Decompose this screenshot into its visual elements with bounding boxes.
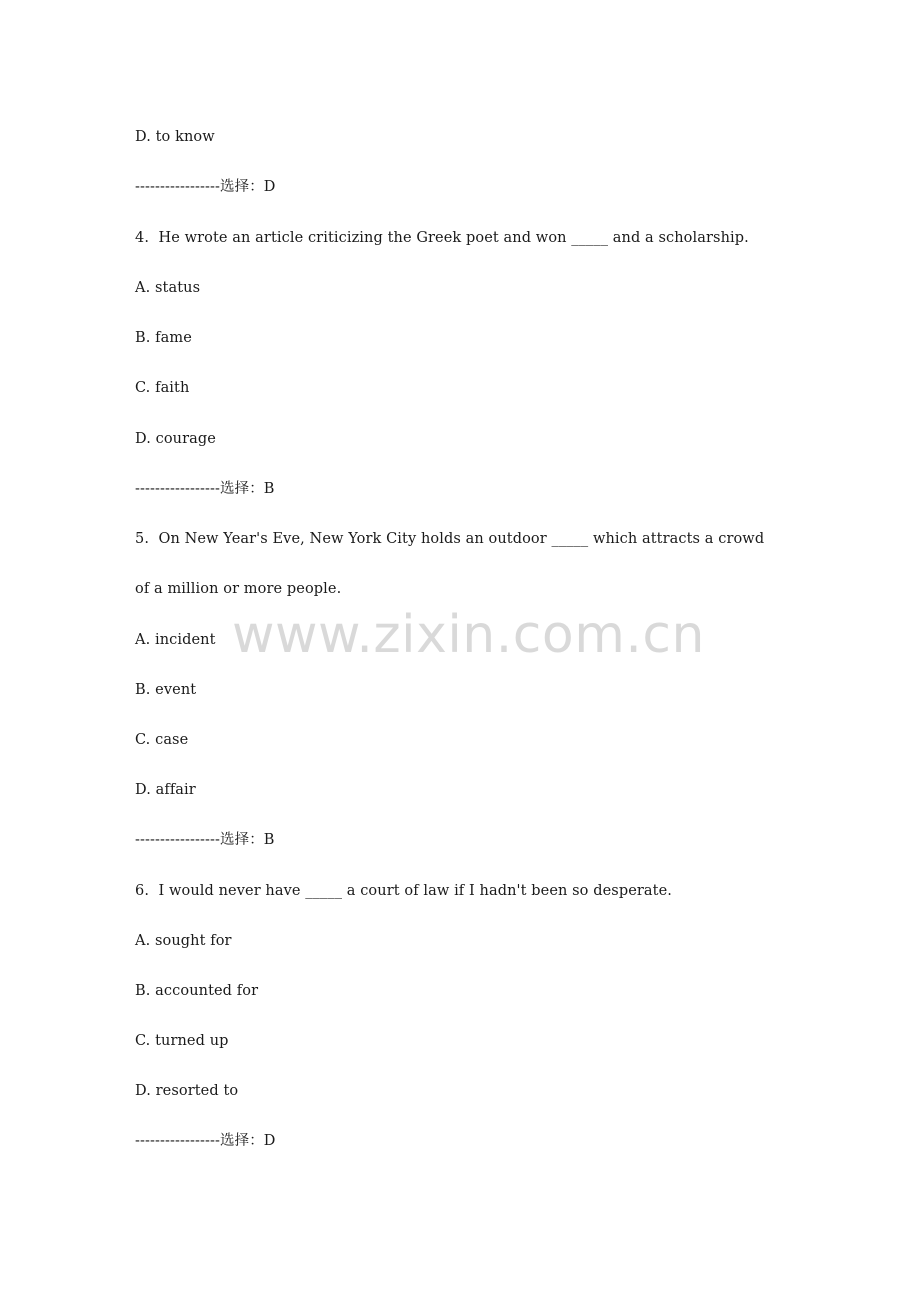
option-a: A. sought for [135,933,232,949]
option-c: C. turned up [135,1033,229,1049]
option-d: D. affair [135,782,196,798]
option-c: C. case [135,732,189,748]
option-d: D. resorted to [135,1083,239,1099]
option-d: D. to know [135,129,215,145]
answer-line: -----------------选择：B [135,481,275,497]
answer-line: -----------------选择：D [135,179,276,195]
option-b: B. event [135,682,197,698]
option-c: C. faith [135,380,190,396]
answer-line: -----------------选择：D [135,1133,276,1149]
question-6: 6. I would never have _____ a court of law if I hadn't been so desperate. [135,883,672,899]
option-b: B. fame [135,330,192,346]
option-a: A. status [135,280,201,296]
question-5: 5. On New Year's Eve, New York City holds an outdoor _____ which attracts a crowd [135,531,765,547]
option-a: A. incident [135,632,216,648]
option-d: D. courage [135,431,216,447]
option-b: B. accounted for [135,983,259,999]
question-4: 4. He wrote an article criticizing the Greek poet and won _____ and a scholarship. [135,230,749,246]
question-5-continued: of a million or more people. [135,581,342,597]
watermark: www.zixin.com.cn [232,605,705,665]
answer-line: -----------------选择：B [135,832,275,848]
